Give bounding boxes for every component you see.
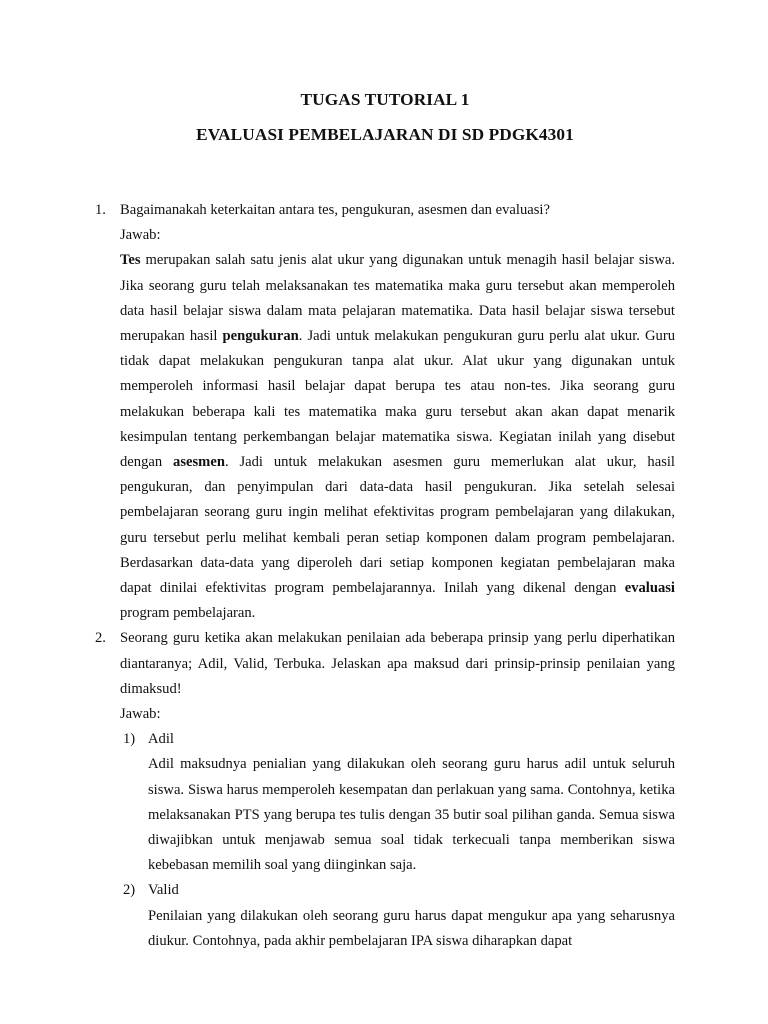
- answer-paragraph: [120, 248, 675, 626]
- principle-text: Adil maksudnya penialian yang dilakukan oleh seorang guru harus adil untuk seluruh siswa. Siswa harus memperoleh kesempatan dan perlakuan yang sama. Contohnya, ketika melaksanakan PTS yang berupa tes tulis dengan 35 butir soal pilihan ganda. Semua siswa diwajibkan untuk menjawab semua soal tidak terkecuali tanpa memberikan siswa kebebasan memilih soal yang diinginkan saja.: [148, 756, 675, 874]
- principle-number: 1): [123, 731, 136, 748]
- answer-text: merupakan salah satu jenis alat ukur yang digunakan untuk menagih hasil belajar siswa. Jika seorang guru telah melaksanakan tes matematika maka guru tersebut akan memperoleh data hasil belajar siswa dalam mata pelajaran matematika. Data hasil belajar siswa tersebut merupakan hasil: [120, 252, 675, 345]
- question-1: [95, 198, 675, 626]
- question-number: 2.: [95, 630, 106, 647]
- term-tes: Tes: [120, 252, 141, 269]
- answer-text: program pembelajaran.: [120, 605, 256, 622]
- answer-label: Jawab:: [120, 227, 161, 244]
- term-evaluasi: evaluasi: [624, 580, 675, 597]
- principle-text: Penilaian yang dilakukan oleh seorang guru harus dapat mengukur apa yang seharusnya diukur. Contohnya, pada akhir pembelajaran IPA siswa diharapkan dapat: [148, 907, 675, 949]
- question-2: [95, 626, 675, 954]
- answer-label: Jawab:: [120, 706, 161, 723]
- principle-adil: [120, 727, 675, 878]
- principle-valid: [120, 878, 675, 954]
- answer-text: . Jadi untuk melakukan asesmen guru memerlukan alat ukur, hasil pengukuran, dan penyimpulan dari data-data hasil pengukuran. Jika setelah selesai pembelajaran seorang guru ingin melihat efektivitas program pembelajaran yang dilakukan, guru tersebut perlu melihat kembali peran setiap komponen dalam program pembelajaran. Berdasarkan data-data yang diperoleh dari setiap komponen kegiatan pembelajaran maka dapat dinilai efektivitas program pembelajarannya. Inilah yang dikenal dengan: [120, 454, 675, 597]
- principle-heading: Valid: [148, 882, 179, 899]
- principle-number: 2): [123, 882, 136, 899]
- question-text: Bagaimanakah keterkaitan antara tes, pengukuran, asesmen dan evaluasi?: [120, 202, 550, 218]
- principle-heading: Adil: [148, 731, 174, 748]
- term-pengukuran: pengukuran: [222, 328, 299, 345]
- answer-text: . Jadi untuk melakukan pengukuran guru perlu alat ukur. Guru tidak dapat melakukan pengukuran tanpa alat ukur. Alat ukur yang digunakan untuk memperoleh informasi hasil belajar dapat berupa tes atau non-tes. Jika seorang guru melakukan beberapa kali tes matematika maka guru tersebut akan akan dapat menarik kesimpulan tentang perkembangan belajar matematika siswa. Kegiatan inilah yang disebut dengan: [120, 328, 675, 471]
- term-asesmen: asesmen: [173, 454, 225, 471]
- document-title: TUGAS TUTORIAL 1: [300, 90, 470, 109]
- question-text: Seorang guru ketika akan melakukan penilaian ada beberapa prinsip yang perlu diperhatikan diantaranya; Adil, Valid, Terbuka. Jelaskan apa maksud dari prinsip-prinsip penilaian yang dimaksud!: [120, 630, 675, 697]
- question-number: 1.: [95, 202, 106, 218]
- document-body: [95, 198, 675, 954]
- document-subtitle: EVALUASI PEMBELAJARAN DI SD PDGK4301: [196, 125, 574, 144]
